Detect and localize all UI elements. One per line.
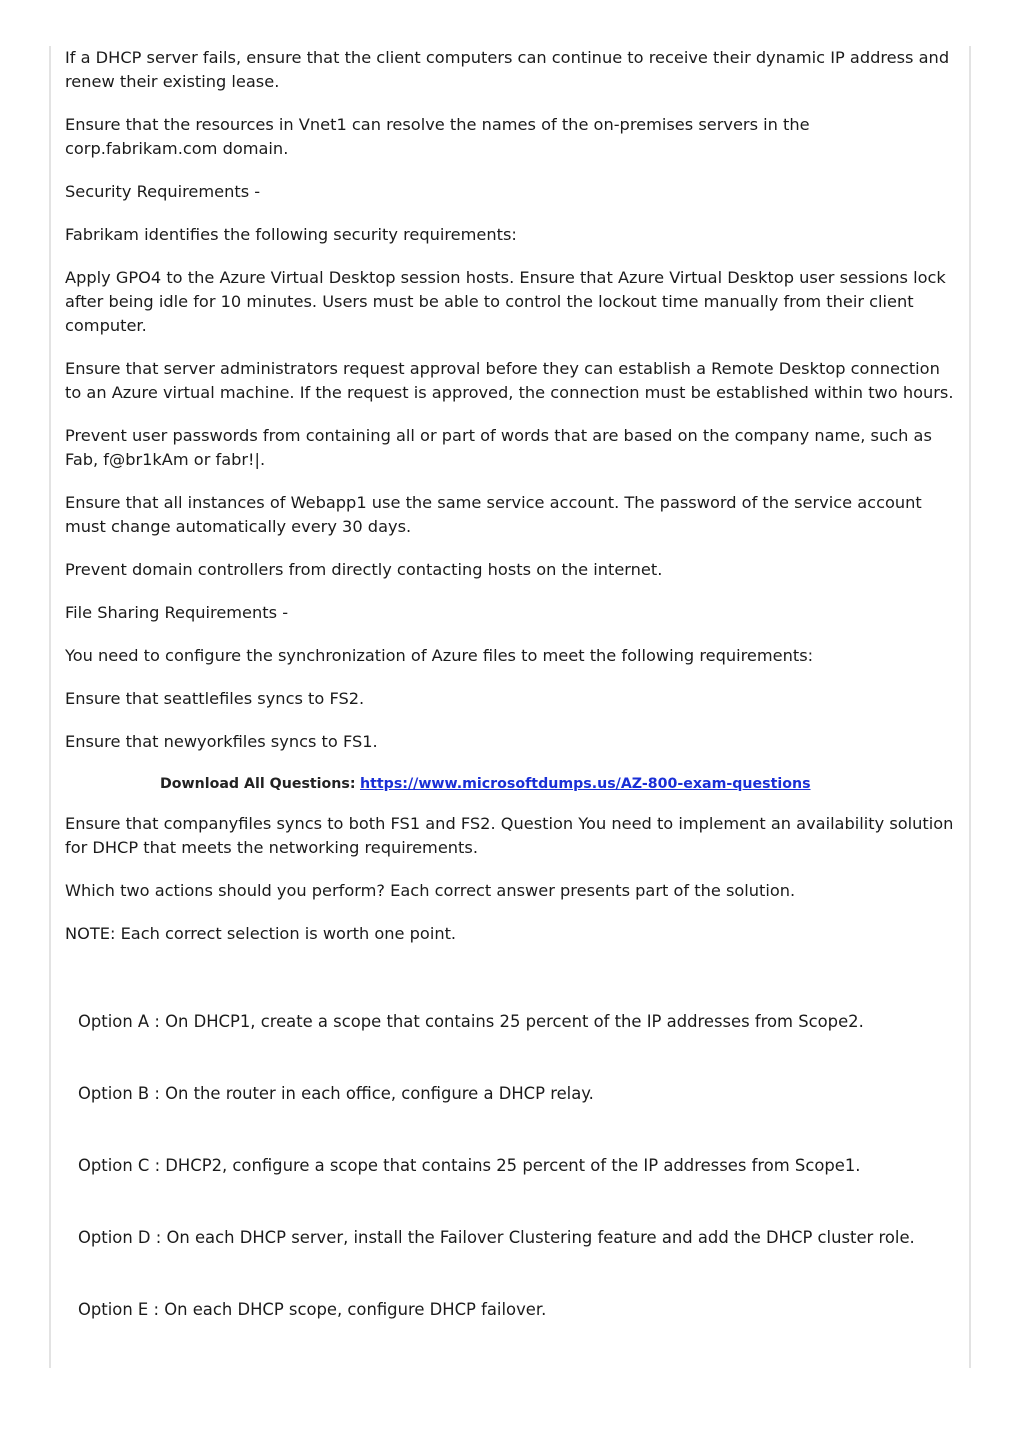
requirement-paragraph: Ensure that newyorkfiles syncs to FS1. — [65, 732, 378, 751]
option-c: Option C : DHCP2, configure a scope that contains 25 percent of the IP addresses from Scope1. — [78, 1156, 861, 1175]
requirement-paragraph: You need to configure the synchronization of Azure files to meet the following requirements: — [65, 646, 814, 665]
note-paragraph: NOTE: Each correct selection is worth one point. — [65, 924, 457, 943]
requirement-paragraph: Ensure that all instances of Webapp1 use the same service account. The password of the service account must change automatically every 30 days. — [65, 493, 922, 536]
requirement-paragraph: Ensure that seattlefiles syncs to FS2. — [65, 689, 365, 708]
section-heading-file-sharing: File Sharing Requirements - — [65, 603, 289, 622]
question-body — [65, 46, 960, 965]
option-a: Option A : On DHCP1, create a scope that contains 25 percent of the IP addresses from Scope2. — [78, 1012, 864, 1031]
requirement-paragraph: Ensure that the resources in Vnet1 can resolve the names of the on-premises servers in the corp.fabrikam.com domain. — [65, 115, 810, 158]
requirement-paragraph: Fabrikam identifies the following security requirements: — [65, 225, 517, 244]
download-link[interactable]: https://www.microsoftdumps.us/AZ-800-exam-questions — [360, 776, 811, 792]
question-paragraph: Which two actions should you perform? Each correct answer presents part of the solution. — [65, 881, 796, 900]
requirement-paragraph: If a DHCP server fails, ensure that the client computers can continue to receive their dynamic IP address and renew their existing lease. — [65, 48, 950, 91]
download-banner — [65, 773, 960, 795]
option-d: Option D : On each DHCP server, install the Failover Clustering feature and add the DHCP cluster role. — [78, 1228, 915, 1247]
option-e: Option E : On each DHCP scope, configure DHCP failover. — [78, 1300, 547, 1319]
requirement-paragraph: Ensure that server administrators request approval before they can establish a Remote Desktop connection to an Azure virtual machine. If the request is approved, the connection must be established within two hours. — [65, 359, 954, 402]
question-paragraph: Ensure that companyfiles syncs to both FS1 and FS2. Question You need to implement an availability solution for DHCP that meets the networking requirements. — [65, 814, 954, 857]
download-label: Download All Questions: — [160, 776, 356, 792]
requirement-paragraph: Prevent domain controllers from directly contacting hosts on the internet. — [65, 560, 663, 579]
answer-options — [78, 1010, 958, 1370]
requirement-paragraph: Prevent user passwords from containing all or part of words that are based on the company name, such as Fab, f@br1kAm or fabr!|. — [65, 426, 932, 469]
option-b: Option B : On the router in each office, configure a DHCP relay. — [78, 1084, 594, 1103]
section-heading-security: Security Requirements - — [65, 182, 261, 201]
requirement-paragraph: Apply GPO4 to the Azure Virtual Desktop session hosts. Ensure that Azure Virtual Desktop user sessions lock after being idle for 10 minutes. Users must be able to control the lockout time manually from their client computer. — [65, 268, 946, 335]
